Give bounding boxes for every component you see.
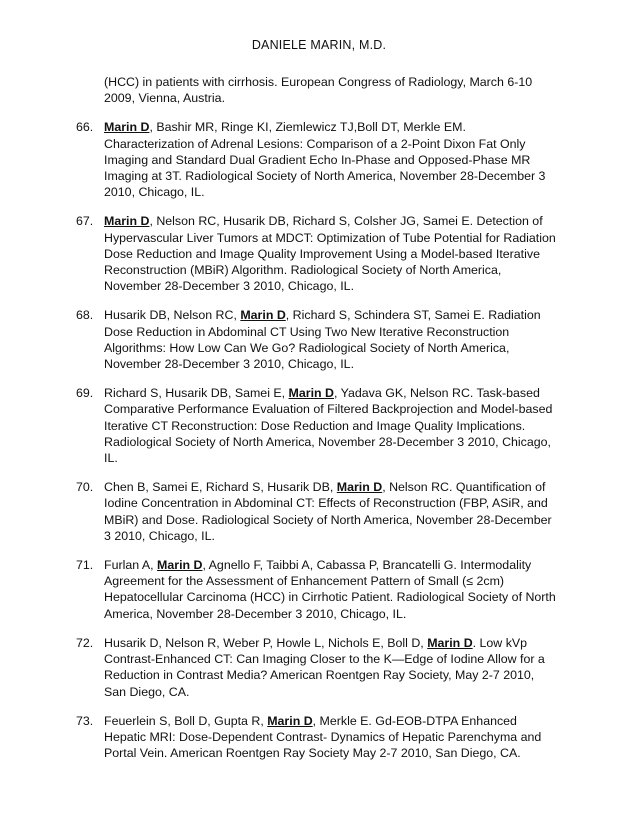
entry-authors-pre: Husarik D, Nelson R, Weber P, Howle L, Nichols E, Boll D, [104, 635, 428, 650]
page-header: DANIELE MARIN, M.D. [251, 38, 387, 52]
publication-entry [76, 74, 556, 106]
highlighted-author: Marin D [267, 713, 313, 728]
publication-entry [76, 635, 556, 700]
publication-entry [76, 713, 556, 762]
highlighted-author: Marin D [104, 214, 150, 229]
highlighted-author: Marin D [336, 480, 383, 495]
highlighted-author: Marin D [288, 386, 334, 401]
publication-entry [76, 213, 556, 294]
entry-text: , Merkle E. Gd-EOB-DTPA Enhanced Hepatic MRI: Dose-Dependent Contrast- Dynamics of Hepatic Parenchyma and Portal Vein. American Roentgen Ray Society May 2-7 2010, San Diego, CA. [104, 713, 542, 761]
entry-number: 68. [76, 308, 94, 323]
entry-authors-pre: Richard S, Husarik DB, Samei E, [104, 386, 289, 401]
entry-number: 69. [76, 386, 94, 401]
highlighted-author: Marin D [427, 635, 473, 650]
highlighted-author: Marin D [104, 120, 150, 135]
entry-authors-pre: Furlan A, [104, 558, 158, 573]
publication-entry [76, 385, 556, 466]
entry-text: , Bashir MR, Ringe KI, Ziemlewicz TJ,Boll DT, Merkle EM. Characterization of Adrenal Lesions: Comparison of a 2-Point Dixon Fat Only Imaging and Standard Dual Gradient Echo In-Phase and Opposed-Phase MR Imaging at 3T. Radiological Society of North America, November 28-December 3 2010, Chicago, IL. [104, 120, 546, 200]
entry-text: , Nelson RC, Husarik DB, Richard S, Colsher JG, Samei E. Detection of Hypervascular Liver Tumors at MDCT: Optimization of Tube Potential for Radiation Dose Reduction and Image Quality Improvement Using a Model-based Iterative Reconstruction (MBiR) Algorithm. Radiological Society of North America, November 28-December 3 2010, Chicago, IL. [104, 214, 556, 294]
entry-authors-pre: Husarik DB, Nelson RC, [104, 308, 241, 323]
entry-authors-pre: Feuerlein S, Boll D, Gupta R, [104, 713, 268, 728]
entry-text: , Nelson RC. Quantification of Iodine Concentration in Abdominal CT: Effects of Reconstruction (FBP, ASiR, and MBiR) and Dose. Radiological Society of North America, November 28-December 3 2010, Chicago, IL. [104, 480, 552, 543]
entry-number: 67. [76, 214, 94, 229]
entry-text: , Richard S, Schindera ST, Samei E. Radiation Dose Reduction in Abdominal CT Using Two New Iterative Reconstruction Algorithms: How Low Can We Go? Radiological Society of North America, November 28-December 3 2010, Chicago, IL. [104, 308, 541, 372]
entry-number: 70. [76, 480, 94, 495]
publication-entry [76, 307, 556, 372]
publication-entry [76, 119, 556, 200]
entry-text: (HCC) in patients with cirrhosis. European Congress of Radiology, March 6-10 2009, Vienna, Austria. [104, 75, 533, 106]
entry-number: 71. [76, 558, 94, 573]
highlighted-author: Marin D [240, 308, 286, 323]
publication-list [76, 74, 556, 774]
highlighted-author: Marin D [157, 558, 203, 573]
entry-text: . Low kVp Contrast-Enhanced CT: Can Imaging Closer to the K—Edge of Iodine Allow for a Reduction in Contrast Media? American Roentgen Ray Society, May 2-7 2010, San Diego, CA. [104, 635, 545, 699]
entry-text: , Yadava GK, Nelson RC. Task-based Comparative Performance Evaluation of Filtered Backprojection and Model-based Iterative CT Reconstruction: Dose Reduction and Image Quality Implications. Radiological Society of North America, November 28-December 3 2010, Chicago, IL. [104, 386, 553, 466]
entry-number: 72. [76, 635, 94, 650]
entry-number: 73. [76, 713, 94, 728]
entry-authors-pre: Chen B, Samei E, Richard S, Husarik DB, [104, 480, 337, 495]
entry-number: 66. [76, 120, 94, 135]
publication-entry [76, 479, 556, 544]
entry-text: , Agnello F, Taibbi A, Cabassa P, Brancatelli G. Intermodality Agreement for the Assessment of Enhancement Pattern of Small (≤ 2cm) Hepatocellular Carcinoma (HCC) in Cirrhotic Patient. Radiological Society of North America, November 28-December 3 2010, Chicago, IL. [104, 558, 556, 621]
publication-entry [76, 557, 556, 622]
